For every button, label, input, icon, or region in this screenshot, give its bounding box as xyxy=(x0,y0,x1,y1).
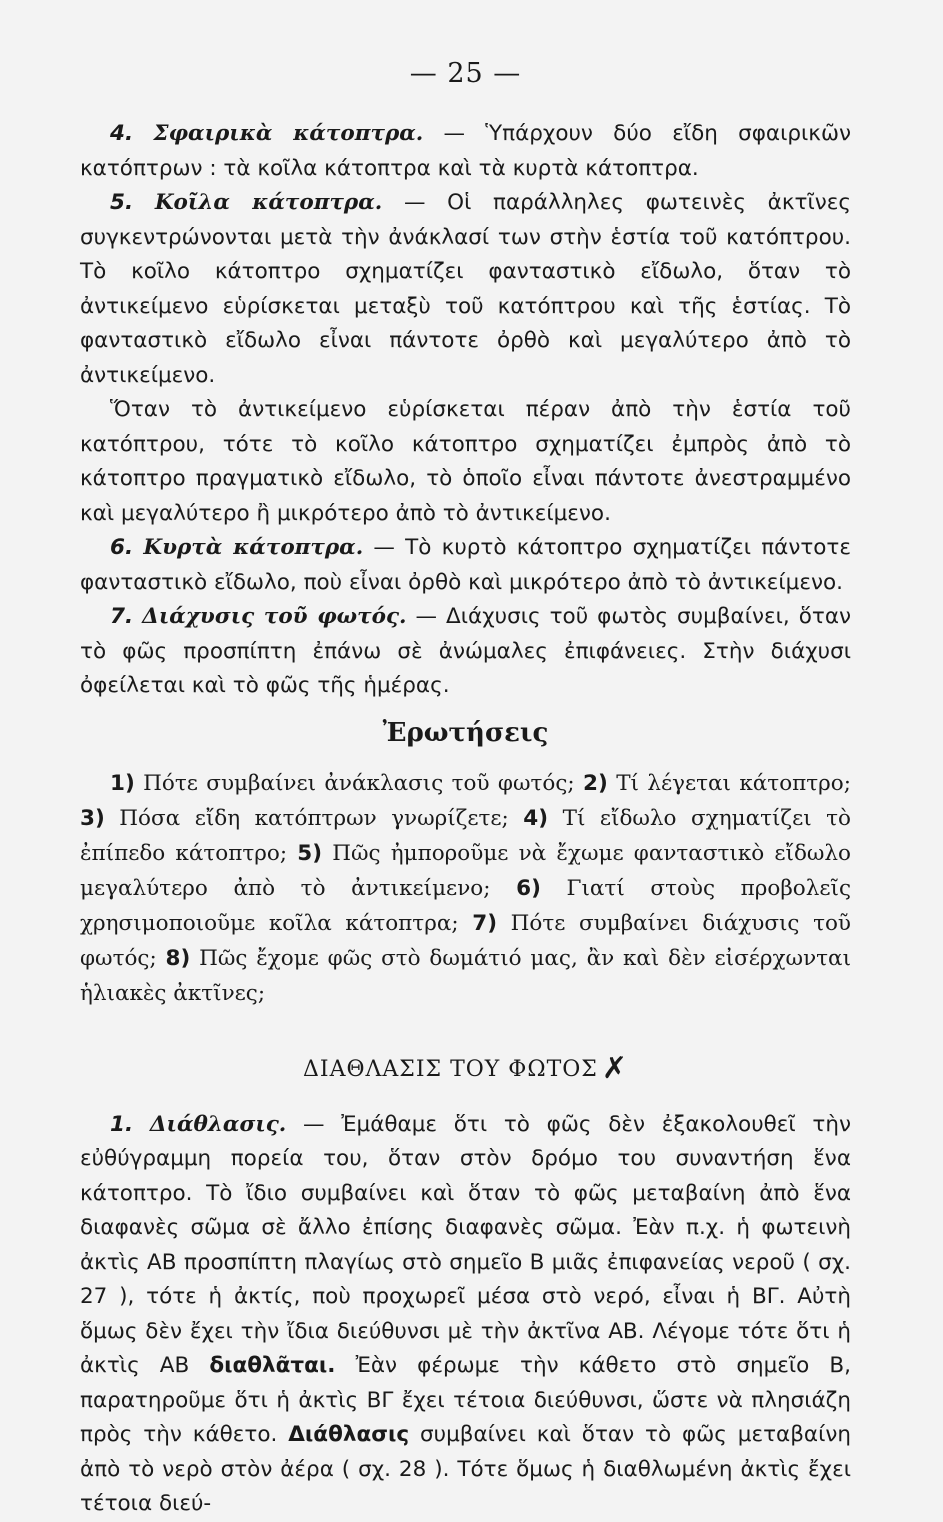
question-number: 8) xyxy=(165,945,191,971)
paragraph-text: Ὅταν τὸ ἀντικείμενο εὑρίσκεται πέραν ἀπὸ τὴν ἑστία τοῦ κατόπτρου, τότε τὸ κοῖλο κάτοπτρο σχηματίζει ἐμπρὸς ἀπὸ τὸ κάτοπτρο πραγματικὸ εἴδωλο, τὸ ὁποῖο εἶναι πάντοτε ἀνεστραμμένο καὶ μεγαλύτερο ἢ μικρότερο ἀπὸ τὸ ἀντικείμενο. xyxy=(80,397,851,526)
paragraph-text: Ἐὰν φέρωμε τὴν κάθετο στὸ σημεῖο Β, παρατηροῦμε ὅτι ἡ ἀκτὶς ΒΓ ἔχει τέτοια διεύθυνσι, ὥστε νὰ πλησιάζη πρὸς τὴν κάθετο. xyxy=(80,1353,852,1447)
section-number: 4. xyxy=(110,121,134,146)
paragraph-text: — Τὸ κυρτὸ κάτοπτρο σχηματίζει πάντοτε φανταστικὸ εἴδωλο, ποὺ εἶναι ὀρθὸ καὶ μικρότερο ἀπὸ τὸ ἀντικείμενο. xyxy=(80,535,851,595)
paragraph-text: — Διάχυσις τοῦ φωτὸς συμβαίνει, ὅταν τὸ φῶς προσπίπτη ἐπάνω σὲ ἀνώμαλες ἐπιφάνειες. Στὴν διάχυσι ὀφείλεται καὶ τὸ φῶς τῆς ἡμέρας. xyxy=(80,604,851,698)
section-term: Κοῖλα κάτοπτρα. xyxy=(154,190,383,215)
question-text: Γιατί στοὺς προβολεῖς χρησιμοποιοῦμε κοῖλα κάτοπτρα; xyxy=(80,875,851,936)
section-term: Διάθλασις. xyxy=(149,1111,287,1137)
section-term: Κυρτὰ κάτοπτρα. xyxy=(143,535,364,560)
question-number: 3) xyxy=(80,805,105,831)
paragraph-text: — Ὑπάρχουν δύο εἴδη σφαιρικῶν κατόπτρων : τὰ κοῖλα κάτοπτρα καὶ τὰ κυρτὰ κάτοπτρα. xyxy=(80,121,851,181)
question-number: 5) xyxy=(297,840,323,866)
paragraph-diffusion xyxy=(80,600,851,704)
paragraph-text: συμβαίνει καὶ ὅταν τὸ φῶς μεταβαίνη ἀπὸ τὸ νερὸ στὸν ἀέρα ( σχ. 28 ). Τότε ὅμως ἡ διαθλωμένη ἀκτὶς ἔχει τέτοια διεύ- xyxy=(80,1422,851,1516)
paragraph-concave-mirrors xyxy=(80,186,851,393)
section-number: 5. xyxy=(110,190,134,215)
paragraph-refraction xyxy=(80,1108,851,1522)
question-text: Πῶς ἠμποροῦμε νὰ ἔχωμε φανταστικὸ εἴδωλο μεγαλύτερο ἀπὸ τὸ ἀντικείμενο; xyxy=(80,840,851,901)
question-number: 4) xyxy=(523,805,549,831)
section-number: 7. xyxy=(110,604,134,629)
bold-term: Διάθλασις xyxy=(288,1422,410,1447)
paragraph-spherical-mirrors xyxy=(80,117,851,186)
section-number: 1. xyxy=(110,1111,134,1137)
section-number: 6. xyxy=(110,535,134,560)
question-text: Πῶς ἔχομε φῶς στὸ δωμάτιό μας, ἂν καὶ δὲν εἰσέρχωνται ἡλιακὲς ἀκτῖνες; xyxy=(80,945,851,1006)
question-text: Τί εἴδωλο σχηματίζει τὸ ἐπίπεδο κάτοπτρο; xyxy=(80,805,851,866)
question-text: Πόσα εἴδη κατόπτρων γνωρίζετε; xyxy=(104,805,524,831)
page-number: — 25 — xyxy=(409,58,522,89)
questions-block xyxy=(80,766,851,1011)
question-number: 2) xyxy=(583,770,608,796)
bold-term: διαθλᾶται. xyxy=(209,1353,336,1378)
section-term: Σφαιρικὰ κάτοπτρα. xyxy=(153,121,424,146)
question-text: Πότε συμβαίνει διάχυσις τοῦ φωτός; xyxy=(80,910,851,971)
question-text: Πότε συμβαίνει ἀνάκλασις τοῦ φωτός; xyxy=(134,770,584,796)
paragraph-convex-mirrors xyxy=(80,531,851,600)
question-number: 6) xyxy=(516,875,541,901)
paragraph-text: — Ἐμάθαμε ὅτι τὸ φῶς δὲν ἐξακολουθεῖ τὴν εὐθύγραμμη πορεία του, ὅταν στὸν δρόμο του συναντήση ἕνα κάτοπτρο. Τὸ ἴδιο συμβαίνει καὶ ὅταν τὸ φῶς μεταβαίνη ἀπὸ ἕνα διαφανὲς σῶμα σὲ ἄλλο ἐπίσης διαφανὲς σῶμα. Ἐὰν π.χ. ἡ φωτεινὴ ἀκτὶς ΑΒ προσπίπτη πλαγίως στὸ σημεῖο Β μιᾶς ἐπιφανείας νεροῦ ( σχ. 27 ), τότε ἡ ἀκτίς, ποὺ προχωρεῖ μέσα στὸ νερό, εἶναι ἡ ΒΓ. Αὐτὴ ὅμως δὲν ἔχει τὴν ἴδια διεύθυνσι μὲ τὴν ἀκτῖνα ΑΒ. Λέγομε τότε ὅτι ἡ ἀκτὶς ΑΒ xyxy=(80,1111,851,1378)
question-text: Τί λέγεται κάτοπτρο; xyxy=(607,770,851,796)
questions-paragraph xyxy=(80,766,851,1011)
question-number: 7) xyxy=(472,910,498,936)
paragraph-text: — Οἱ παράλληλες φωτεινὲς ἀκτῖνες συγκεντρώνονται μετὰ τὴν ἀνάκλασί των στὴν ἑστία τοῦ κατόπτρου. Τὸ κοῖλο κάτοπτρο σχηματίζει φανταστικὸ εἴδωλο, ὅταν τὸ ἀντικείμενο εὑρίσκεται μεταξὺ τοῦ κατόπτρου καὶ τῆς ἑστίας. Τὸ φανταστικὸ εἴδωλο εἶναι πάντοτε ὀρθὸ καὶ μεγαλύτερο ἀπὸ τὸ ἀντικείμενο. xyxy=(80,190,851,388)
refraction-heading xyxy=(80,1051,851,1086)
questions-heading: Ἐρωτήσεις xyxy=(382,717,549,748)
paragraph-concave-mirrors-real-image xyxy=(80,393,851,531)
question-number: 1) xyxy=(110,770,135,796)
section-term: Διάχυσις τοῦ φωτός. xyxy=(142,604,407,629)
refraction-heading-text: ΔΙΑΘΛΑΣΙΣ ΤΟΥ ΦΩΤΟΣ xyxy=(303,1056,598,1082)
handwritten-cross-mark: ✗ xyxy=(601,1050,628,1086)
